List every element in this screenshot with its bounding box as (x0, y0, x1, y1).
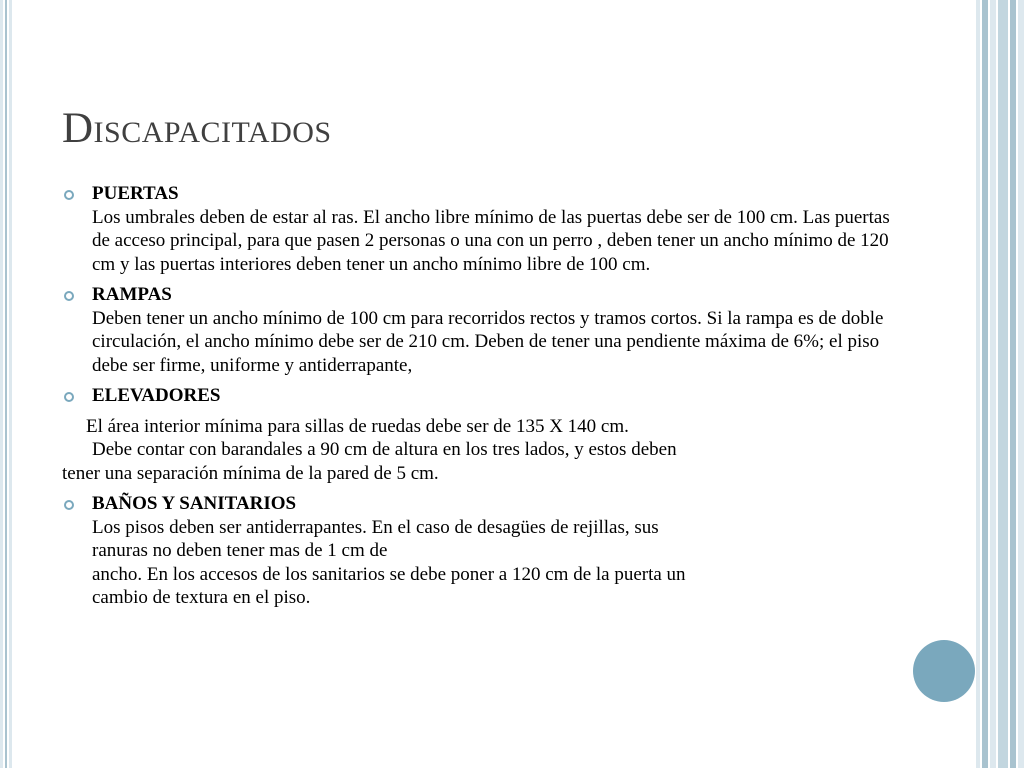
list-item-banos (62, 492, 892, 610)
right-edge-bar (1018, 0, 1024, 768)
list-item-elevadores (62, 384, 892, 408)
item-heading: RAMPAS (92, 284, 172, 305)
item-text-line: ancho. En los accesos de los sanitarios se debe poner a 120 cm de la puerta un (92, 563, 686, 585)
right-edge-decoration (976, 0, 1024, 768)
right-edge-bar (976, 0, 980, 768)
slide-content (62, 182, 892, 617)
list-item-rampas (62, 283, 892, 377)
right-edge-bar (982, 0, 988, 768)
item-text: Deben tener un ancho mínimo de 100 cm para recorridos rectos y tramos cortos. Si la rampa es de doble circulación, el ancho mínimo debe ser de 210 cm. Deben de tener una pendiente máxima de 6%; el piso debe ser firme, uniforme y antiderrapante, (92, 307, 884, 376)
left-edge-bar (0, 0, 3, 768)
item-heading: ELEVADORES (92, 385, 221, 406)
left-edge-bar (9, 0, 12, 768)
item-text-line: Los pisos deben ser antiderrapantes. En el caso de desagües de rejillas, sus (92, 516, 659, 538)
left-edge-bar (5, 0, 7, 768)
left-edge-decoration (0, 0, 14, 768)
item-text: Los umbrales deben de estar al ras. El ancho libre mínimo de las puertas debe ser de 100 cm. Las puertas de acceso principal, para que pasen 2 personas o una con un perro , deben tener un ancho mínimo de 120 cm y las puertas interiores deben tener un ancho mínimo libre de 100 cm. (92, 206, 890, 275)
item-text-line: cambio de textura en el piso. (92, 587, 311, 608)
decorative-circle (913, 640, 975, 702)
right-edge-bar (990, 0, 996, 768)
paragraph-line: tener una separación mínima de la pared de 5 cm. (62, 462, 439, 484)
list-item-puertas (62, 182, 892, 276)
elevadores-paragraph (62, 415, 892, 486)
slide-title: Discapacitados (62, 105, 332, 152)
item-heading: BAÑOS Y SANITARIOS (92, 493, 297, 514)
paragraph-line: El área interior mínima para sillas de ruedas debe ser de 135 X 140 cm. (86, 415, 629, 437)
item-text-line: ranuras no deben tener mas de 1 cm de (92, 540, 388, 561)
item-heading: PUERTAS (92, 183, 179, 204)
bullet-icon (64, 291, 74, 301)
paragraph-line: Debe contar con barandales a 90 cm de altura en los tres lados, y estos deben (92, 439, 677, 460)
right-edge-bar (998, 0, 1008, 768)
bullet-icon (64, 190, 74, 200)
right-edge-bar (1010, 0, 1016, 768)
bullet-icon (64, 392, 74, 402)
bullet-icon (64, 500, 74, 510)
